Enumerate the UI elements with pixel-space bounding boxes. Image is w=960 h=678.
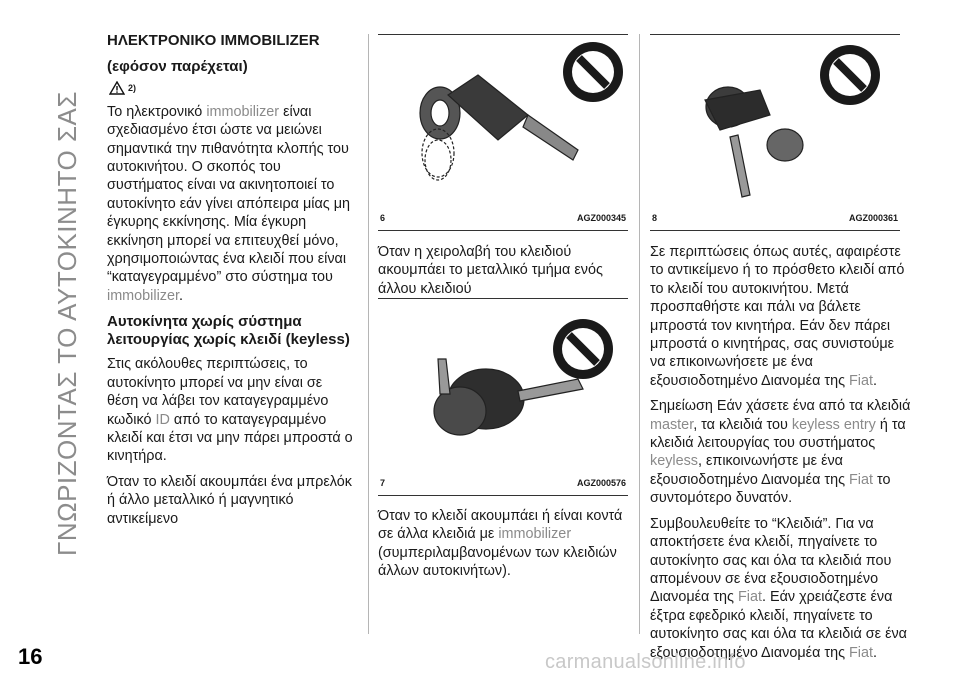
text-run: Το ηλεκτρονικό [107,103,207,120]
text-run: . Εάν χρειάζεστε ένα έξτρα εφεδρικό κλειδί, πηγαίνετε το αυτοκίνητο σας και όλα τα κλειδιά σε ένα εξουσιοδοτημένο Διανομέα της [650,589,907,661]
term-immobilizer: immobilizer [206,103,280,120]
figure-code: AGZ000345 [576,213,626,223]
term-id: ID [155,411,170,428]
section-subheading: (εφόσον παρέχεται) [107,58,248,76]
figure-code: AGZ000361 [848,213,898,223]
figure-6-description: Όταν η χειρολαβή του κλειδιού ακουμπάει το μεταλλικό τμήμα ενός άλλου κλειδιού [378,244,603,297]
text-run: το συντομότερο δυνατόν. [650,471,891,507]
column-3-text [650,243,912,669]
warning-triangle-icon [109,81,125,95]
column-divider [639,34,640,634]
site-watermark: carmanualsonline.info [545,651,746,673]
warning-reference [109,79,357,97]
figure-number: 7 [380,478,386,488]
term-keyless: keyless [650,453,698,470]
chapter-title-text: ΓΝΩΡΙΖΟΝΤΑΣ ΤΟ ΑΥΤΟΚΙΝΗΤΟ ΣΑΣ [51,90,82,556]
keyless-paragraph [107,355,357,465]
intro-paragraph [107,103,357,305]
column-divider [368,34,369,634]
figure-caption [650,213,900,227]
key-touching-key-illustration [378,35,628,210]
term-fiat: Fiat [849,644,874,661]
action-paragraph [650,243,912,390]
text-run: Όταν το κλειδί ακουμπάει ή είναι κοντά σε άλλα κλειδιά με [378,508,623,543]
prohibited-icon [820,45,880,105]
keyless-heading: Αυτοκίνητα χωρίς σύστημα λειτουργίας χωρίς κλειδί (keyless) [107,313,350,349]
figure-6 [378,34,628,231]
text-run: Σημείωση Εάν χάσετε ένα από τα κλειδιά [650,398,911,415]
warning-ref-number: 2) [128,82,137,93]
chapter-side-title [52,18,82,628]
text-run: Στις ακόλουθες περιπτώσεις, το αυτοκίνητο μπορεί να μην είναι σε θέση να λάβει τον καταγεγραμμένο κωδικό [107,356,329,428]
text-run: . [873,644,878,661]
figure-number: 8 [652,213,658,223]
prohibited-icon [553,319,613,379]
two-immobilizer-keys-illustration [378,299,628,475]
section-heading: ΗΛΕΚΤΡΟΝΙΚΟ IMMOBILIZER [107,32,320,49]
key-with-metal-object-illustration [650,35,912,210]
figure-7-description [378,507,628,581]
figure-caption [378,478,628,492]
text-run: είναι σχεδιασμένο έτσι ώστε να μειώνει σημαντικά την πιθανότητα κλοπής του αυτοκινήτου. Ο σκοπός του συστήματος είναι να ακινητοποιεί το αυτοκίνητο εάν γίνει απόπειρα μίας μη έγκυρης εκκίνησης. Μία έγκυρη εκκίνηση μπορεί να επιτευχθεί μόνο, χρησιμοποιώντας ένα κλειδί που είναι “καταγεγραμμένο” στο σύστημα του [107,103,351,286]
prohibited-icon [563,42,623,102]
figure-code: AGZ000576 [576,478,626,488]
case-paragraph: Όταν το κλειδί ακουμπάει ένα μπρελόκ ή άλλο μεταλλικό ή μαγνητικό αντικείμενο [107,473,352,527]
term-immobilizer: immobilizer [498,526,572,543]
text-run: ή τα κλειδιά λειτουργίας του συστήματος [650,416,906,452]
text-run: , τα κλειδιά του [693,416,792,433]
text-run: , επικοινωνήστε με ένα εξουσιοδοτημένο Διανομέα της [650,453,850,488]
text-run: (συμπεριλαμβανομένων των κλειδιών άλλων αυτοκινήτων). [378,544,617,580]
figure-caption [378,213,628,227]
text-run: Σε περιπτώσεις όπως αυτές, αφαιρέστε το αντικείμενο ή το πρόσθετο κλειδί από το κλειδί του αυτοκινήτου. Μετά προσπαθήστε και πάλι να βάλετε μπροστά τον κινητήρα. Εάν δεν πάρει μπροστά ο κινητήρας, σας συνιστούμε να επικοινωνήσετε με ένα εξουσιοδοτημένο Διανομέα της [650,244,905,389]
text-run: . [178,287,183,304]
column-1 [107,32,357,535]
term-immobilizer: immobilizer [107,287,179,304]
advice-paragraph [650,515,912,662]
figure-7 [378,298,628,496]
text-run: Συμβουλευθείτε το “Κλειδιά”. Για να αποκτήσετε ένα κλειδί, πηγαίνετε το αυτοκίνητο σας και όλα τα κλειδιά που απομένουν σε ένα εξουσιοδοτημένο Διανομέα της [650,515,892,606]
term-fiat: Fiat [737,589,762,606]
page-number: 16 [18,644,43,669]
term-fiat: Fiat [849,372,874,389]
term-keyless-entry: keyless entry [791,416,876,433]
term-fiat: Fiat [849,471,874,488]
text-run: . [873,372,878,389]
note-paragraph [650,397,912,507]
text-run: από το καταγεγραμμένο κλειδί και έτσι να μην πάρει μπροστά ο κινητήρα. [107,411,353,465]
figure-8 [650,34,900,231]
term-master: master [650,416,694,433]
figure-number: 6 [380,213,386,223]
